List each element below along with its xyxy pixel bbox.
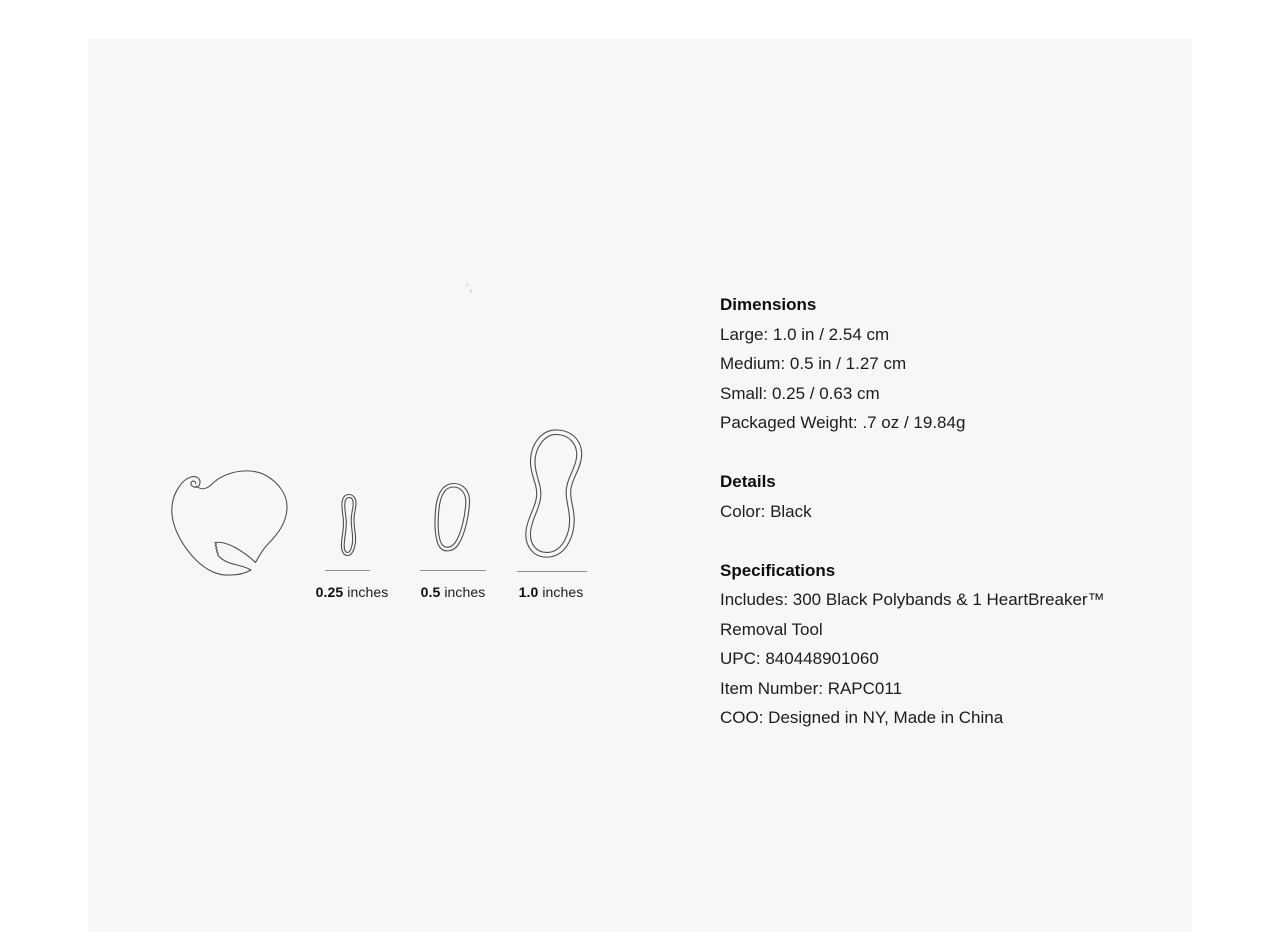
size-label-large <box>481 584 621 600</box>
spec-line: COO: Designed in NY, Made in China <box>720 708 1004 727</box>
spec-line: UPC: 840448901060 <box>720 649 879 668</box>
section-heading: Dimensions <box>720 295 817 314</box>
size-unit: inches <box>343 584 389 600</box>
size-value: 0.5 <box>420 584 441 600</box>
product-image-panel <box>88 39 1192 932</box>
polyband-medium-drawing <box>430 482 472 558</box>
spec-line: Large: 1.0 in / 2.54 cm <box>720 324 890 344</box>
polyband-large-drawing <box>516 428 592 560</box>
size-value: 1.0 <box>518 584 539 600</box>
spec-line: Includes: 300 Black Polybands & 1 HeartBreaker™ Removal Tool <box>720 590 1105 639</box>
section-heading: Details <box>720 472 776 491</box>
spec-section-details <box>720 467 1134 526</box>
spec-line: Packaged Weight: .7 oz / 19.84g <box>720 413 966 432</box>
polyband-small-drawing <box>335 493 363 557</box>
scale-bar-large <box>517 571 587 572</box>
spec-section-specifications <box>720 556 1134 733</box>
spec-section-dimensions <box>720 290 1134 438</box>
spec-line: Small: 0.25 / 0.63 cm <box>720 383 880 403</box>
spec-column <box>720 290 1134 733</box>
spec-line: Medium: 0.5 in / 1.27 cm <box>720 354 907 373</box>
size-value: 0.25 <box>315 584 344 600</box>
spec-line: Color: Black <box>720 501 812 521</box>
size-unit: inches <box>538 584 584 600</box>
heartbreaker-tool-drawing <box>166 462 292 582</box>
spec-line: Item Number: RAPC011 <box>720 678 903 698</box>
faint-speck <box>465 283 468 287</box>
section-heading: Specifications <box>720 560 836 580</box>
faint-speck <box>469 289 472 293</box>
scale-bar-small <box>325 570 370 571</box>
scale-bar-medium <box>420 570 486 571</box>
size-unit: inches <box>440 584 486 600</box>
